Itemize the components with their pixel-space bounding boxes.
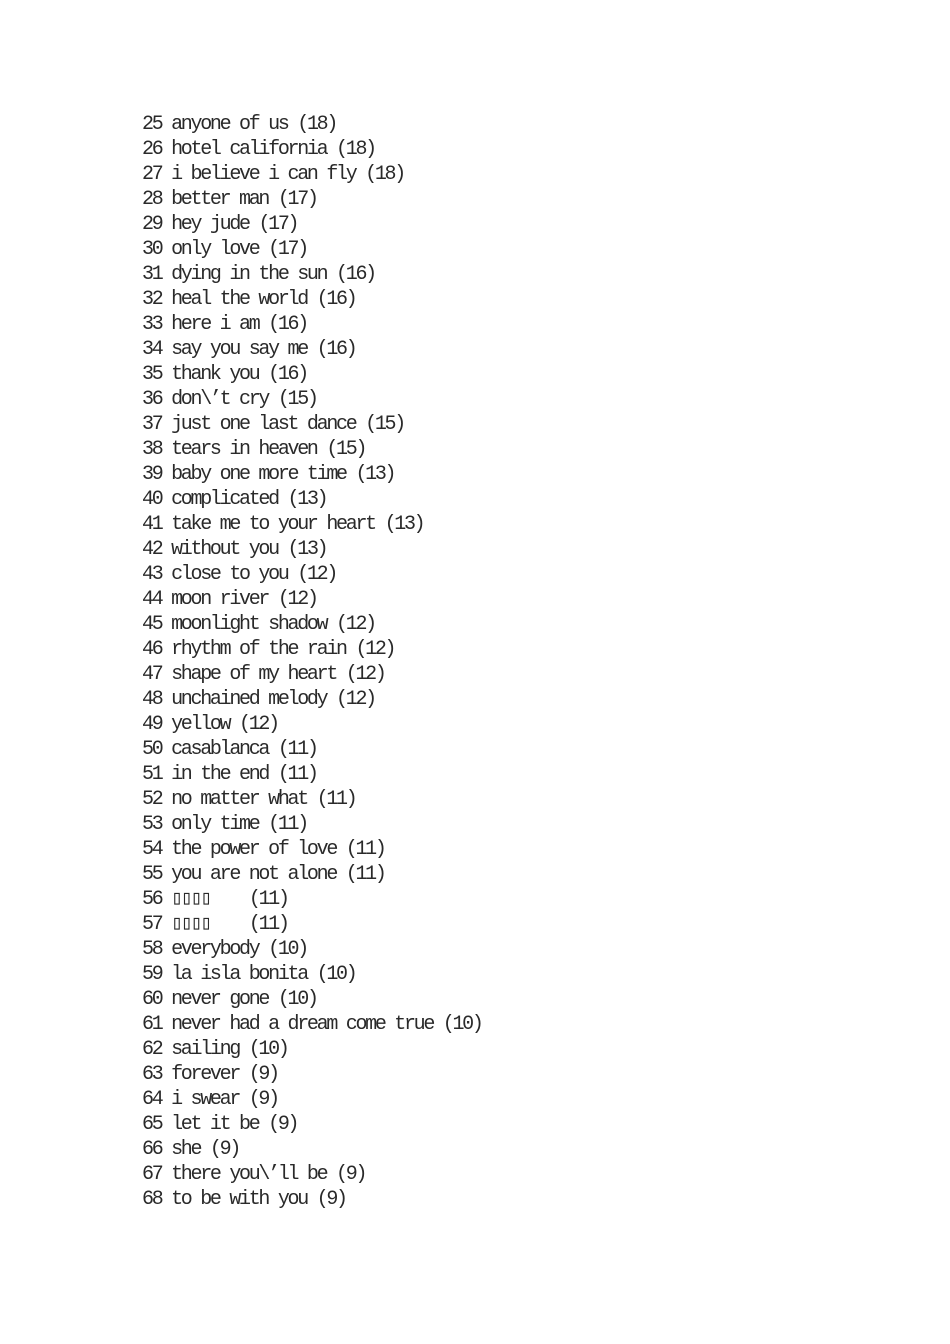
song-count: (10) — [316, 963, 356, 986]
song-title: yellow — [171, 713, 230, 736]
list-item — [142, 512, 482, 537]
song-title: in the end — [171, 763, 269, 786]
list-item — [142, 687, 482, 712]
song-title: ▯▯▯▯ — [171, 913, 240, 936]
list-item — [142, 837, 482, 862]
song-rank: 67 — [142, 1163, 162, 1186]
song-title: unchained melody — [171, 688, 327, 711]
song-title: moonlight shadow — [171, 613, 327, 636]
song-title: don\’t cry — [171, 388, 269, 411]
song-rank: 65 — [142, 1113, 162, 1136]
list-item — [142, 562, 482, 587]
list-item — [142, 962, 482, 987]
list-item — [142, 212, 482, 237]
song-rank: 30 — [142, 238, 162, 261]
list-item — [142, 662, 482, 687]
list-item — [142, 912, 482, 937]
song-title: hotel california — [171, 138, 327, 161]
song-title: she — [171, 1138, 201, 1161]
song-title: thank you — [171, 363, 259, 386]
list-item — [142, 487, 482, 512]
song-rank: 54 — [142, 838, 162, 861]
song-rank: 42 — [142, 538, 162, 561]
song-rank: 64 — [142, 1088, 162, 1111]
song-count: (13) — [287, 488, 327, 511]
song-count: (18) — [297, 113, 337, 136]
song-count: (13) — [355, 463, 395, 486]
list-item — [142, 162, 482, 187]
song-rank: 44 — [142, 588, 162, 611]
list-item — [142, 887, 482, 912]
song-rank: 35 — [142, 363, 162, 386]
song-title: casablanca — [171, 738, 269, 761]
song-title: no matter what — [171, 788, 307, 811]
song-title: hey jude — [171, 213, 249, 236]
song-rank: 52 — [142, 788, 162, 811]
song-title: anyone of us — [171, 113, 288, 136]
song-rank: 46 — [142, 638, 162, 661]
list-item — [142, 387, 482, 412]
song-count: (18) — [336, 138, 375, 161]
song-count: (11) — [277, 763, 317, 786]
song-title: there you\’ll be — [171, 1163, 327, 1186]
song-rank: 26 — [142, 138, 162, 161]
song-rank: 63 — [142, 1063, 162, 1086]
list-item — [142, 537, 482, 562]
song-title: baby one more time — [171, 463, 346, 486]
song-count: (12) — [239, 713, 278, 736]
song-count: (9) — [336, 1163, 366, 1186]
song-title: the power of love — [171, 838, 337, 861]
song-count: (15) — [365, 413, 404, 436]
song-rank: 40 — [142, 488, 162, 511]
list-item — [142, 312, 482, 337]
song-title: here i am — [171, 313, 259, 336]
song-rank: 25 — [142, 113, 162, 136]
list-item — [142, 1162, 482, 1187]
song-title: forever — [171, 1063, 240, 1086]
song-count: (12) — [336, 688, 375, 711]
song-title: shape of my heart — [171, 663, 337, 686]
song-count: (11) — [345, 863, 385, 886]
song-rank: 62 — [142, 1038, 162, 1061]
song-title: never had a dream come true — [171, 1013, 434, 1036]
song-title: to be with you — [171, 1188, 307, 1211]
song-count: (13) — [287, 538, 327, 561]
song-rank: 55 — [142, 863, 162, 886]
list-item — [142, 762, 482, 787]
song-rank: 48 — [142, 688, 162, 711]
song-title: tears in heaven — [171, 438, 317, 461]
song-count: (12) — [345, 663, 385, 686]
song-rank: 53 — [142, 813, 162, 836]
list-item — [142, 337, 482, 362]
song-rank: 33 — [142, 313, 162, 336]
song-count: (10) — [268, 938, 307, 961]
song-title: sailing — [171, 1038, 240, 1061]
song-count: (9) — [268, 1113, 298, 1136]
list-item — [142, 612, 482, 637]
song-count: (11) — [345, 838, 385, 861]
song-rank: 49 — [142, 713, 162, 736]
list-item — [142, 937, 482, 962]
list-item — [142, 987, 482, 1012]
list-item — [142, 812, 482, 837]
song-rank: 29 — [142, 213, 162, 236]
list-item — [142, 1187, 482, 1212]
list-item — [142, 187, 482, 212]
song-title: only love — [171, 238, 259, 261]
song-rank: 50 — [142, 738, 162, 761]
song-count: (9) — [316, 1188, 346, 1211]
song-title: la isla bonita — [171, 963, 307, 986]
song-count: (15) — [277, 388, 317, 411]
song-list — [142, 112, 482, 1212]
song-count: (11) — [268, 813, 307, 836]
list-item — [142, 137, 482, 162]
song-rank: 34 — [142, 338, 162, 361]
song-count: (12) — [297, 563, 337, 586]
song-count: (16) — [316, 288, 356, 311]
list-item — [142, 1112, 482, 1137]
song-count: (16) — [316, 338, 356, 361]
list-item — [142, 587, 482, 612]
song-rank: 59 — [142, 963, 162, 986]
song-title: without you — [171, 538, 278, 561]
song-title: complicated — [171, 488, 278, 511]
song-rank: 41 — [142, 513, 162, 536]
song-rank: 60 — [142, 988, 162, 1011]
list-item — [142, 412, 482, 437]
list-item — [142, 362, 482, 387]
song-title: i swear — [171, 1088, 240, 1111]
song-count: (12) — [277, 588, 317, 611]
song-title: heal the world — [171, 288, 307, 311]
song-rank: 37 — [142, 413, 162, 436]
list-item — [142, 1012, 482, 1037]
song-count: (12) — [355, 638, 395, 661]
song-count: (9) — [248, 1063, 278, 1086]
song-count: (13) — [384, 513, 424, 536]
song-title: better man — [171, 188, 269, 211]
song-count: (17) — [277, 188, 317, 211]
song-count: (11) — [248, 913, 288, 936]
song-rank: 56 — [142, 888, 162, 911]
song-title: only time — [171, 813, 259, 836]
list-item — [142, 737, 482, 762]
song-title: i believe i can fly — [171, 163, 356, 186]
song-title: take me to your heart — [171, 513, 375, 536]
song-rank: 51 — [142, 763, 162, 786]
list-item — [142, 862, 482, 887]
song-count: (11) — [316, 788, 356, 811]
song-title: moon river — [171, 588, 269, 611]
song-rank: 27 — [142, 163, 162, 186]
song-title: just one last dance — [171, 413, 356, 436]
list-item — [142, 1137, 482, 1162]
song-count: (11) — [277, 738, 317, 761]
song-count: (16) — [336, 263, 375, 286]
song-rank: 68 — [142, 1188, 162, 1211]
song-rank: 57 — [142, 913, 162, 936]
list-item — [142, 237, 482, 262]
song-title: dying in the sun — [171, 263, 327, 286]
list-item — [142, 1062, 482, 1087]
song-rank: 61 — [142, 1013, 162, 1036]
list-item — [142, 287, 482, 312]
song-rank: 38 — [142, 438, 162, 461]
list-item — [142, 462, 482, 487]
song-count: (11) — [248, 888, 288, 911]
list-item — [142, 787, 482, 812]
list-item — [142, 1087, 482, 1112]
song-title: rhythm of the rain — [171, 638, 346, 661]
song-title: you are not alone — [171, 863, 337, 886]
song-rank: 45 — [142, 613, 162, 636]
song-count: (16) — [268, 363, 307, 386]
song-count: (9) — [209, 1138, 240, 1161]
song-rank: 39 — [142, 463, 162, 486]
song-count: (10) — [277, 988, 317, 1011]
song-count: (10) — [248, 1038, 288, 1061]
song-rank: 43 — [142, 563, 162, 586]
song-title: never gone — [171, 988, 269, 1011]
song-rank: 28 — [142, 188, 162, 211]
list-item — [142, 262, 482, 287]
song-count: (15) — [326, 438, 366, 461]
song-count: (18) — [365, 163, 404, 186]
song-rank: 58 — [142, 938, 162, 961]
song-rank: 47 — [142, 663, 162, 686]
song-title: ▯▯▯▯ — [171, 888, 240, 911]
list-item — [142, 712, 482, 737]
list-item — [142, 112, 482, 137]
list-item — [142, 437, 482, 462]
song-title: everybody — [171, 938, 259, 961]
song-count: (16) — [268, 313, 307, 336]
song-count: (17) — [268, 238, 307, 261]
song-count: (10) — [442, 1013, 482, 1036]
song-rank: 36 — [142, 388, 162, 411]
song-count: (17) — [258, 213, 298, 236]
list-item — [142, 1037, 482, 1062]
song-title: let it be — [171, 1113, 259, 1136]
song-title: close to you — [171, 563, 288, 586]
list-item — [142, 637, 482, 662]
song-count: (12) — [336, 613, 375, 636]
song-title: say you say me — [171, 338, 307, 361]
song-rank: 66 — [142, 1138, 162, 1161]
song-rank: 32 — [142, 288, 162, 311]
song-rank: 31 — [142, 263, 162, 286]
song-count: (9) — [248, 1088, 278, 1111]
